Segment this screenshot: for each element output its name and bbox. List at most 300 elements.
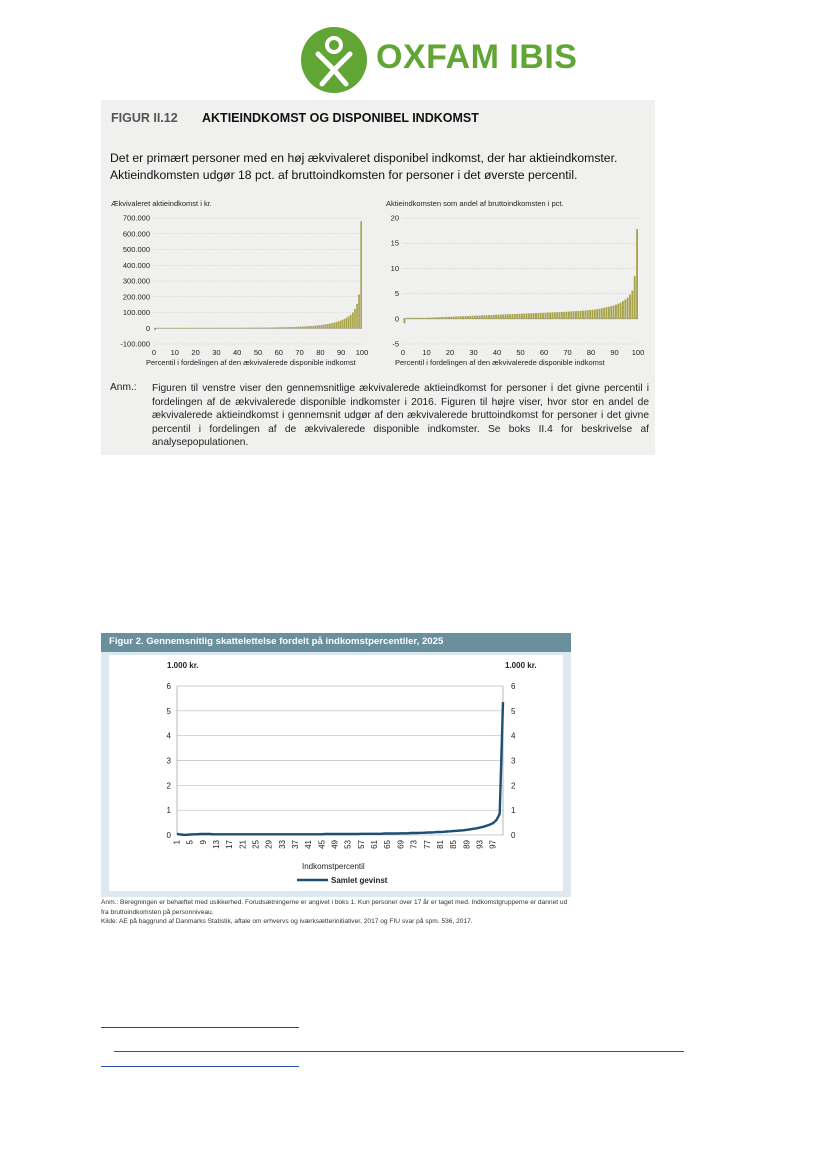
y-tick-label-left: 4 — [166, 731, 171, 741]
bar — [246, 328, 248, 329]
bar — [566, 312, 568, 319]
bar — [535, 313, 537, 319]
bar — [321, 325, 323, 328]
figure-title: AKTIEINDKOMST OG DISPONIBEL INDKOMST — [202, 111, 479, 125]
y-tick-label-right: 6 — [511, 682, 516, 691]
bar — [267, 328, 269, 329]
bar — [479, 315, 481, 318]
bar — [408, 318, 410, 319]
bar — [549, 312, 551, 318]
y-tick-label-right: 0 — [511, 831, 516, 840]
bar — [169, 328, 171, 329]
y-tick-label: -100.000 — [120, 339, 150, 349]
plot-area — [109, 655, 563, 891]
bar — [331, 323, 333, 328]
y-axis-label: Aktieindkomsten som andel af bruttoindkomsten i pct. — [386, 199, 564, 208]
bar — [615, 305, 617, 319]
bar — [516, 314, 518, 319]
bar — [252, 328, 254, 329]
bar — [589, 310, 591, 319]
x-axis-label: Percentil i fordelingen af den ækvivalerede disponible indkomst — [395, 358, 605, 367]
bar — [273, 327, 275, 328]
bar — [319, 325, 321, 328]
bar — [198, 328, 200, 329]
bar — [327, 324, 329, 328]
x-tick-label: 80 — [586, 348, 596, 357]
y-tick-label: 5 — [394, 289, 399, 299]
y-tick-label: 500.000 — [122, 245, 150, 254]
bar — [629, 295, 631, 319]
bar — [329, 324, 331, 329]
oxfam-logo-icon — [300, 26, 370, 94]
x-tick-label: 30 — [212, 348, 221, 357]
bar — [304, 326, 306, 328]
bar — [165, 328, 167, 329]
x-tick-label: 57 — [356, 840, 366, 849]
x-tick-label: 90 — [337, 348, 346, 357]
bar — [596, 309, 598, 319]
x-tick-label: 1 — [172, 840, 182, 845]
x-tick-label: 41 — [304, 840, 314, 849]
y-axis-label: Ækvivaleret aktieindkomst i kr. — [111, 199, 212, 208]
x-tick-label: 61 — [370, 840, 380, 849]
bar — [356, 304, 358, 328]
bar — [411, 318, 413, 319]
y-tick-label: 600.000 — [122, 229, 150, 239]
bar — [163, 328, 165, 329]
bar — [563, 312, 565, 319]
x-tick-label: 97 — [488, 840, 498, 849]
bar — [418, 318, 420, 319]
bar — [584, 310, 586, 318]
series-line — [177, 702, 503, 835]
bar — [436, 317, 438, 319]
bar — [231, 328, 233, 329]
bar — [281, 327, 283, 328]
bar — [240, 328, 242, 329]
bar — [204, 328, 206, 329]
y-tick-label-left: 6 — [166, 682, 171, 691]
bar — [561, 312, 563, 319]
y-tick-label: 100.000 — [122, 308, 150, 317]
bar — [570, 311, 572, 318]
x-tick-label: 60 — [274, 348, 283, 357]
y-tick-label-right: 2 — [511, 781, 516, 791]
bar — [196, 328, 198, 329]
figure-note: Figuren til venstre viser den gennemsnitlige ækvivalerede aktieindkomst for personer i det givne percentil i fordelingen af de ækvivalerede disponible indkomster i 2016. Figuren til højre viser, hvor stor en andel de ækvivalerede aktieindkomst i gennemsnit udgør af den ækvivalerede bruttoindkomst for personer i det givne percentil i fordelingen af de ækvivalerede disponible indkomster. Se boks II.4 for beskrivelse af analysepopulationen. — [152, 383, 649, 448]
bar — [192, 328, 194, 329]
bar — [271, 327, 273, 328]
bar — [469, 316, 471, 319]
bar — [258, 328, 260, 329]
bar — [547, 313, 549, 319]
bar — [360, 221, 362, 328]
x-tick-label: 70 — [563, 348, 572, 357]
bar — [453, 317, 455, 319]
bar — [505, 314, 507, 318]
bar — [495, 315, 497, 319]
bar — [556, 312, 558, 319]
legend-label: Samlet gevinst — [331, 876, 388, 885]
bar — [620, 303, 622, 319]
x-tick-label: 9 — [198, 840, 208, 845]
bar — [481, 315, 483, 318]
bar — [256, 328, 258, 329]
x-tick-label: 20 — [445, 348, 455, 357]
x-tick-label: 25 — [251, 840, 261, 849]
bar — [617, 304, 619, 319]
bar — [337, 321, 339, 328]
figure-label: FIGUR II.12 — [111, 111, 178, 125]
y-tick-label: 10 — [390, 263, 399, 273]
bar — [227, 328, 229, 329]
bar — [582, 311, 584, 319]
bar — [460, 316, 462, 319]
x-tick-label: 20 — [191, 348, 200, 357]
figure-title: Figur 2. Gennemsnitlig skattelettelse fordelt på indkomstpercentiler, 2025 — [109, 636, 444, 647]
footnote-separator — [101, 1027, 299, 1028]
bar — [580, 311, 582, 319]
bar — [552, 312, 554, 318]
bar — [514, 314, 516, 319]
bar — [575, 311, 577, 319]
bar — [439, 317, 441, 319]
x-tick-label: 60 — [539, 348, 549, 357]
x-tick-label: 10 — [170, 348, 179, 357]
y-tick-label: 200.000 — [122, 292, 150, 302]
bar — [486, 315, 488, 319]
x-tick-label: 0 — [151, 348, 157, 357]
bar — [344, 319, 346, 328]
bar — [497, 315, 499, 319]
bar — [294, 327, 296, 328]
y-tick-label-left: 3 — [166, 756, 171, 766]
bar — [348, 316, 350, 328]
bar — [221, 328, 223, 329]
x-axis-label: Percentil i fordelingen af den ækvivalerede disponible indkomst — [146, 358, 356, 367]
bar — [283, 327, 285, 328]
x-tick-label: 49 — [330, 840, 340, 849]
bar — [432, 317, 434, 318]
bar — [606, 307, 608, 319]
bar — [523, 314, 525, 319]
bar — [306, 326, 308, 328]
bar — [474, 316, 476, 319]
x-tick-label: 0 — [400, 348, 406, 357]
bar — [462, 316, 464, 319]
bar — [413, 318, 415, 319]
bar — [490, 315, 492, 319]
y-tick-label: 400.000 — [122, 260, 150, 270]
bar — [406, 318, 408, 319]
x-tick-label: 100 — [355, 348, 369, 357]
x-tick-label: 53 — [343, 840, 353, 849]
note-kilde: Kilde: AE på baggrund af Danmarks Statistik, aftale om erhvervs og iværksætterinitiativer, 2017 og FIU svar på spm. 536, 2017. — [101, 918, 473, 925]
bar — [509, 314, 511, 319]
x-tick-label: 80 — [316, 348, 325, 357]
y-tick-label-right: 3 — [511, 756, 516, 766]
bar — [358, 294, 360, 328]
figure-description: Det er primært personer med en høj ækvivaleret disponibel indkomst, der har aktieindkomster. Aktieindkomsten udgør 18 pct. af bruttoindkomsten for personer i det øverste percentil. — [110, 151, 618, 182]
bar — [528, 313, 530, 318]
bar — [636, 229, 638, 319]
x-tick-label: 85 — [449, 840, 459, 849]
bar — [502, 314, 504, 318]
bar — [512, 314, 514, 319]
bar — [325, 324, 327, 328]
bar — [441, 317, 443, 319]
bar — [544, 313, 546, 319]
bar — [577, 311, 579, 319]
bar — [181, 328, 183, 329]
x-tick-label: 33 — [277, 840, 287, 849]
y-tick-label: 15 — [390, 238, 399, 248]
x-tick-label: 13 — [212, 840, 222, 849]
bar — [213, 328, 215, 329]
bar — [179, 328, 181, 329]
bar — [323, 325, 325, 329]
bar — [290, 327, 292, 328]
bar — [219, 328, 221, 329]
bar — [554, 312, 556, 319]
chart-aktieindkomst-andel — [381, 198, 655, 368]
x-tick-label: 65 — [383, 840, 393, 849]
bar — [285, 327, 287, 328]
bar — [296, 327, 298, 328]
x-tick-label: 50 — [253, 348, 263, 357]
bar — [265, 328, 267, 329]
bar — [156, 328, 158, 329]
x-tick-label: 5 — [185, 840, 195, 845]
footnote-link-continued[interactable] — [101, 1066, 299, 1067]
y-tick-label: 300.000 — [122, 276, 150, 286]
bar — [603, 308, 605, 319]
bar — [208, 328, 210, 329]
y-tick-label: 0 — [394, 314, 399, 324]
bar — [342, 320, 344, 328]
x-tick-label: 89 — [462, 840, 472, 849]
x-tick-label: 50 — [516, 348, 525, 357]
bar — [493, 315, 495, 319]
x-tick-label: 30 — [469, 348, 478, 357]
chart-aktieindkomst — [101, 198, 381, 368]
bar — [472, 316, 474, 319]
bar — [434, 317, 436, 318]
bar — [190, 328, 192, 329]
bar — [352, 313, 354, 329]
bar — [403, 319, 405, 324]
bar — [206, 328, 208, 329]
y-axis-label-left: 1.000 kr. — [167, 661, 199, 670]
bar — [288, 327, 290, 328]
y-tick-label: 0 — [145, 323, 150, 333]
bar — [250, 328, 252, 329]
bar — [420, 318, 422, 319]
y-tick-label: 700.000 — [122, 213, 150, 223]
bar — [292, 327, 294, 328]
bar — [175, 328, 177, 329]
bar — [526, 313, 528, 318]
bar — [500, 315, 502, 319]
bar — [159, 328, 161, 329]
bar — [354, 309, 356, 328]
bar — [601, 308, 603, 319]
y-tick-label-left: 1 — [166, 806, 171, 816]
x-tick-label: 77 — [422, 840, 432, 849]
bar — [335, 322, 337, 328]
bar — [340, 321, 342, 329]
bar — [223, 328, 225, 329]
bar — [350, 315, 352, 328]
bar — [415, 318, 417, 319]
bar — [521, 314, 523, 319]
bar — [298, 327, 300, 329]
bar — [171, 328, 173, 329]
bar — [244, 328, 246, 329]
bar — [186, 328, 188, 329]
bar — [225, 328, 227, 329]
bar — [236, 328, 238, 329]
bar — [346, 318, 348, 329]
bar — [161, 328, 163, 329]
bar — [519, 314, 521, 319]
bar — [315, 326, 317, 329]
x-tick-label: 21 — [238, 840, 248, 849]
x-tick-label: 40 — [233, 348, 242, 357]
bar — [631, 291, 633, 319]
bar — [233, 328, 235, 329]
note-label: Anm.: — [110, 382, 137, 393]
x-axis-label: Indkomstpercentil — [302, 862, 365, 871]
bar — [591, 310, 593, 319]
y-tick-label-left: 5 — [166, 706, 171, 716]
figure-header — [101, 633, 571, 652]
bar — [194, 328, 196, 329]
bar — [333, 323, 335, 329]
bar — [476, 316, 478, 319]
x-tick-label: 17 — [225, 840, 235, 849]
bar — [533, 313, 535, 319]
bar — [242, 328, 244, 329]
bar — [483, 315, 485, 319]
y-tick-label: 20 — [390, 213, 399, 223]
bar — [425, 318, 427, 319]
bar — [450, 317, 452, 319]
bar — [624, 300, 626, 319]
bar — [634, 276, 636, 319]
bar — [568, 312, 570, 319]
bar — [608, 307, 610, 319]
bar — [269, 328, 271, 329]
bar — [302, 327, 304, 329]
bar — [229, 328, 231, 329]
bar — [248, 328, 250, 329]
bar — [622, 301, 624, 319]
bar — [537, 313, 539, 319]
bar — [627, 298, 629, 319]
bar — [559, 312, 561, 319]
bar — [215, 328, 217, 329]
y-tick-label-right: 4 — [511, 731, 516, 741]
bar — [167, 328, 169, 329]
figure-notes — [101, 898, 576, 927]
bar — [429, 318, 431, 319]
bar — [275, 327, 277, 328]
bar — [542, 313, 544, 319]
bar — [263, 328, 265, 329]
bar — [300, 327, 302, 329]
x-tick-label: 81 — [435, 840, 445, 849]
x-tick-label: 69 — [396, 840, 406, 849]
y-tick-label: -5 — [392, 339, 399, 349]
x-tick-label: 29 — [264, 840, 274, 849]
bar — [308, 326, 310, 328]
logo-text: OXFAM IBIS — [376, 38, 578, 76]
bar — [211, 328, 213, 329]
y-axis-label-right: 1.000 kr. — [505, 661, 537, 670]
bar — [540, 313, 542, 319]
bar — [488, 315, 490, 319]
x-tick-label: 93 — [475, 840, 485, 849]
x-tick-label: 40 — [492, 348, 502, 357]
y-tick-label-right: 1 — [511, 806, 516, 816]
bar — [599, 309, 601, 319]
x-tick-label: 70 — [295, 348, 304, 357]
bar — [446, 317, 448, 319]
bar — [184, 328, 186, 329]
x-tick-label: 73 — [409, 840, 419, 849]
x-tick-label: 10 — [422, 348, 431, 357]
bar — [467, 316, 469, 319]
bar — [455, 316, 457, 318]
bar — [188, 328, 190, 329]
bar — [238, 328, 240, 329]
bar — [573, 311, 575, 319]
bar — [613, 305, 615, 318]
bar — [177, 328, 179, 329]
bar — [610, 306, 612, 319]
x-tick-label: 100 — [631, 348, 645, 357]
bar — [594, 309, 596, 318]
bar — [317, 325, 319, 328]
figure-skattelettelse — [101, 633, 571, 897]
bar — [458, 316, 460, 318]
y-tick-label-left: 0 — [166, 831, 171, 840]
x-tick-label: 37 — [291, 840, 301, 849]
bar — [173, 328, 175, 329]
bar — [277, 327, 279, 328]
footnote-link[interactable] — [114, 1051, 684, 1052]
bar — [217, 328, 219, 329]
bar — [507, 314, 509, 319]
y-tick-label-right: 5 — [511, 706, 516, 716]
figure-aktieindkomst — [101, 100, 655, 455]
bar — [448, 317, 450, 319]
bar — [422, 318, 424, 319]
bar — [465, 316, 467, 319]
bar — [443, 317, 445, 319]
bar — [260, 328, 262, 329]
bar — [154, 328, 156, 330]
bar — [200, 328, 202, 329]
bar — [427, 318, 429, 319]
y-tick-label-left: 2 — [166, 781, 171, 791]
bar — [254, 328, 256, 329]
bar — [530, 313, 532, 319]
bar — [310, 326, 312, 328]
x-tick-label: 90 — [610, 348, 619, 357]
x-tick-label: 45 — [317, 840, 327, 849]
